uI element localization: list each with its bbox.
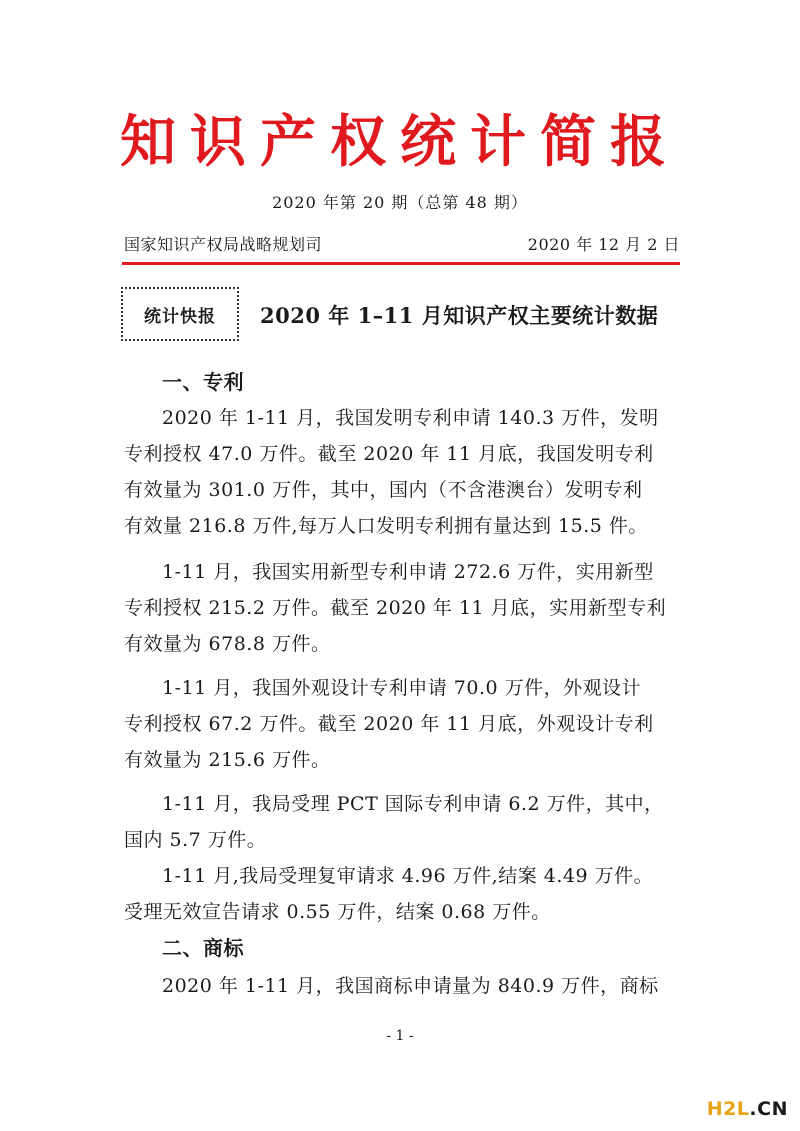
section-heading-patents: 一、专利: [162, 370, 244, 394]
body-line: 有效量为 215.6 万件。: [124, 749, 331, 771]
page-number: - 1 -: [386, 1028, 414, 1044]
watermark-brand: H2L: [706, 1098, 750, 1120]
stats-flash-badge: 统计快报: [121, 287, 239, 341]
body-line: 有效量 216.8 万件,每万人口发明专利拥有量达到 15.5 件。: [124, 515, 648, 537]
body-line: 受理无效宣告请求 0.55 万件，结案 0.68 万件。: [124, 901, 551, 923]
article-title: 2020 年 1–11 月知识产权主要统计数据: [260, 303, 659, 328]
watermark-domain: .CN: [749, 1098, 788, 1120]
body-line: 有效量为 678.8 万件。: [124, 633, 331, 655]
issuing-department: 国家知识产权局战略规划司: [124, 235, 323, 254]
body-line: 1-11 月，我国实用新型专利申请 272.6 万件，实用新型: [162, 561, 654, 583]
body-line: 2020 年 1-11 月，我国商标申请量为 840.9 万件，商标: [162, 975, 659, 997]
section-heading-trademarks: 二、商标: [162, 936, 244, 960]
body-line: 专利授权 215.2 万件。截至 2020 年 11 月底，实用新型专利: [124, 597, 667, 619]
header-divider: [122, 262, 680, 265]
body-line: 国内 5.7 万件。: [124, 829, 267, 851]
body-line: 1-11 月，我国外观设计专利申请 70.0 万件，外观设计: [162, 677, 642, 699]
issue-number: 2020 年第 20 期（总第 48 期）: [272, 193, 528, 212]
issue-date: 2020 年 12 月 2 日: [527, 235, 680, 254]
body-line: 专利授权 47.0 万件。截至 2020 年 11 月底，我国发明专利: [124, 443, 654, 465]
body-line: 专利授权 67.2 万件。截至 2020 年 11 月底，外观设计专利: [124, 713, 654, 735]
site-watermark: [707, 1098, 788, 1120]
body-line: 1-11 月，我局受理 PCT 国际专利申请 6.2 万件，其中，: [162, 793, 664, 815]
body-line: 有效量为 301.0 万件，其中，国内（不含港澳台）发明专利: [124, 479, 643, 501]
masthead-title: 知识产权统计简报: [120, 109, 680, 175]
body-line: 1-11 月,我局受理复审请求 4.96 万件,结案 4.49 万件。: [162, 865, 654, 887]
body-line: 2020 年 1-11 月，我国发明专利申请 140.3 万件，发明: [162, 407, 659, 429]
